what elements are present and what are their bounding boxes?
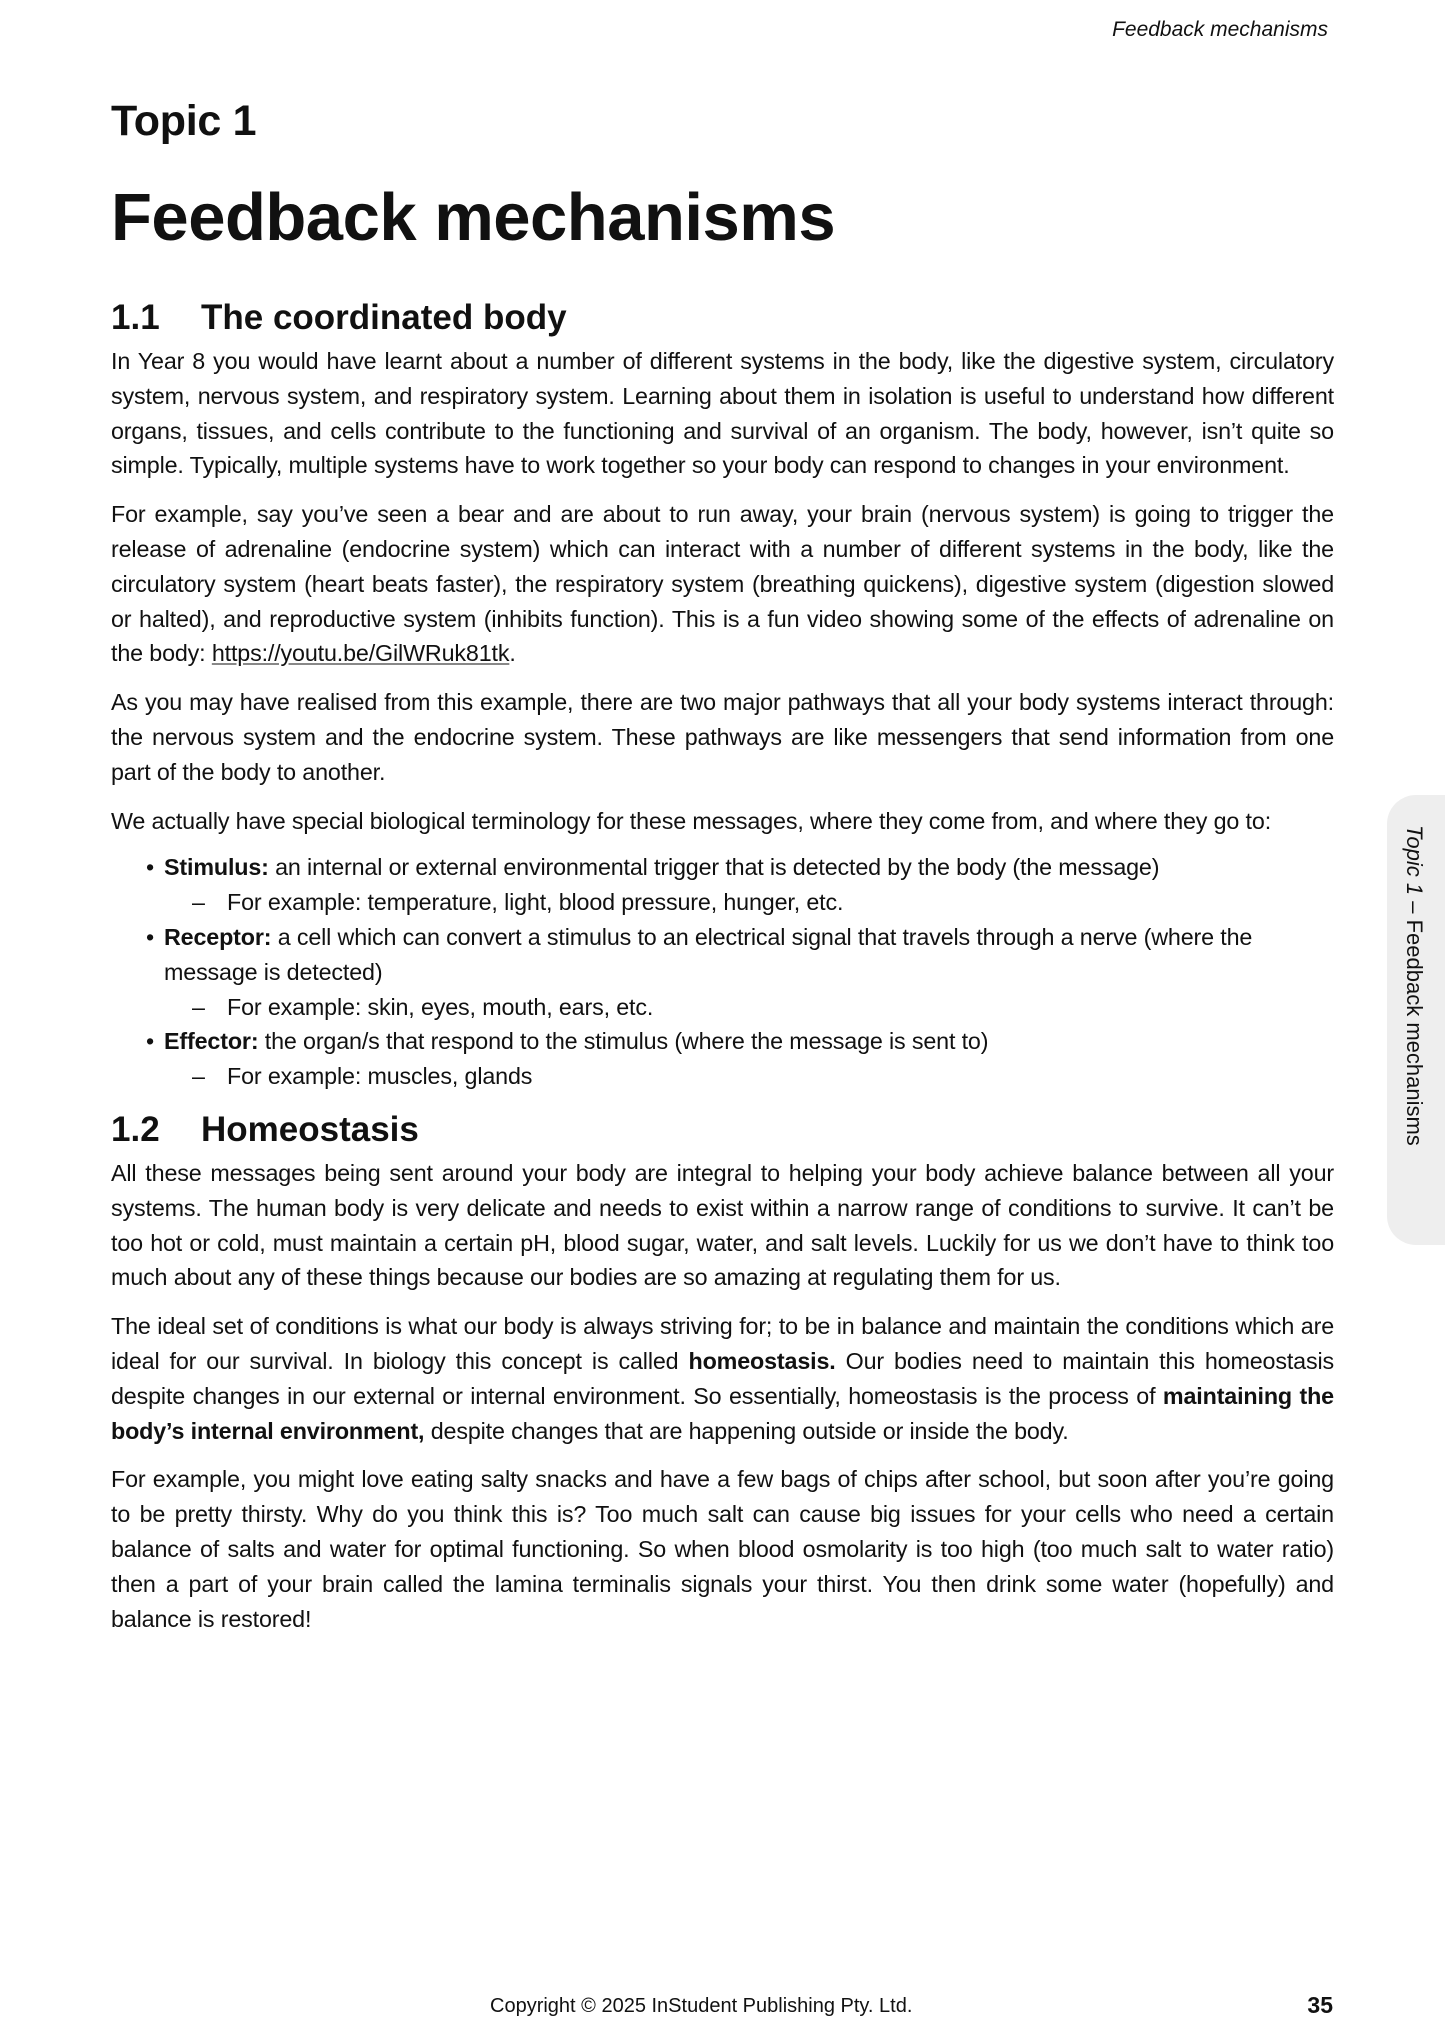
video-link[interactable]: https://youtu.be/GilWRuk81tk (211, 640, 510, 667)
term: Receptor: (164, 923, 272, 950)
paragraph: All these messages being sent around your body are integral to helping your body achieve balance between all your systems. The human body is very delicate and needs to exist within a narrow range of conditions to survive. It can’t be too hot or cold, must maintain a certain pH, blood sugar, water, and salt levels. Luckily for us we don’t have to think too much about any of these things because our bodies are so amazing at regulating them for us. (111, 1159, 1334, 1291)
definition: a cell which can convert a stimulus to an electrical signal that travels through a nerve (where the message is detected) (164, 923, 1253, 985)
list-item-receptor (146, 920, 1334, 1024)
text: The ideal set of conditions is what our body is always striving for; to be in balance and maintain the conditions which are ideal for our survival. In biology this concept is called (111, 1313, 1334, 1374)
section-title: Homeostasis (201, 1109, 419, 1149)
terminology-list (111, 850, 1334, 1094)
bold-term: maintaining the body’s internal environment, (111, 1382, 1334, 1444)
bullet-icon: • (146, 854, 155, 881)
bullet-icon: • (146, 1028, 155, 1055)
paragraph-text: For example, say you’ve seen a bear and are about to run away, your brain (nervous system) is going to trigger the release of adrenaline (endocrine system) which can interact with a number of different systems in the body, like the circulatory system (heart beats faster), the respiratory system (breathing quickens), digestive system (digestion slowed or halted), and reproductive system (inhibits function). This is a fun video showing some of the effects of adrenaline on the body: (111, 501, 1334, 667)
side-tab-title: Feedback mechanisms (1402, 919, 1427, 1146)
text: Our bodies need to maintain this homeostasis despite changes in our external or internal environment. So essentially, homeostasis is the process of (111, 1347, 1334, 1409)
paragraph (111, 497, 1334, 671)
running-header: Feedback mechanisms (1112, 18, 1328, 41)
example: For example: skin, eyes, mouth, ears, etc. (227, 993, 654, 1020)
example: For example: muscles, glands (227, 1063, 533, 1090)
list-item-stimulus (146, 850, 1334, 920)
list-item-effector (146, 1024, 1334, 1094)
section-heading-1-2 (111, 1108, 1334, 1152)
topic-label: Topic 1 (111, 97, 257, 145)
example: For example: temperature, light, blood pressure, hunger, etc. (227, 889, 844, 916)
section-title: The coordinated body (201, 298, 567, 337)
paragraph: As you may have realised from this example, there are two major pathways that all your body systems interact through: the nervous system and the endocrine system. These pathways are like messengers that send information from one part of the body to another. (111, 689, 1334, 785)
side-tab (1387, 795, 1445, 1245)
footer-copyright: Copyright © 2025 InStudent Publishing Pty. Ltd. (490, 1995, 913, 2017)
sub-item (164, 1059, 1334, 1094)
bold-term: homeostasis. (688, 1347, 836, 1374)
paragraph: We actually have special biological terminology for these messages, where they come from, and where they go to: (111, 807, 1272, 834)
sub-item (164, 885, 1334, 920)
dash-icon: – (192, 993, 205, 1020)
dash-icon: – (192, 1063, 205, 1090)
side-tab-separator: – (1402, 895, 1427, 920)
side-tab-label (1401, 825, 1427, 1146)
section-number: 1.2 (111, 1109, 160, 1149)
bullet-icon: • (146, 923, 155, 950)
section-number: 1.1 (111, 298, 160, 337)
paragraph: In Year 8 you would have learnt about a number of different systems in the body, like the digestive system, circulatory system, nervous system, and respiratory system. Learning about them in isolation is useful to understand how different organs, tissues, and cells contribute to the functioning and survival of an organism. The body, however, isn’t quite so simple. Typically, multiple systems have to work together so your body can respond to changes in your environment. (111, 348, 1334, 479)
term: Stimulus: (164, 854, 269, 881)
page-number: 35 (1307, 1992, 1333, 2018)
punctuation: . (509, 640, 516, 667)
paragraph: For example, you might love eating salty snacks and have a few bags of chips after school, but soon after you’re going to be pretty thirsty. Why do you think this is? Too much salt can cause big issues for your cells who need a certain balance of salts and water for optimal functioning. So when blood osmolarity is too high (too much salt to water ratio) then a part of your brain called the lamina terminalis signals your thirst. You then drink some water (hopefully) and balance is restored! (111, 1466, 1334, 1632)
chapter-title: Feedback mechanisms (111, 180, 836, 255)
side-tab-topic: Topic 1 (1402, 825, 1427, 896)
paragraph (111, 1309, 1334, 1448)
text: despite changes that are happening outside or inside the body. (424, 1417, 1069, 1444)
definition: an internal or external environmental trigger that is detected by the body (the message) (268, 854, 1160, 881)
section-heading-1-1 (111, 296, 1334, 340)
definition: the organ/s that respond to the stimulus (where the message is sent to) (258, 1028, 989, 1055)
page-content (111, 92, 1334, 1636)
sub-item (164, 990, 1334, 1025)
dash-icon: – (192, 889, 205, 916)
term: Effector: (164, 1028, 259, 1055)
